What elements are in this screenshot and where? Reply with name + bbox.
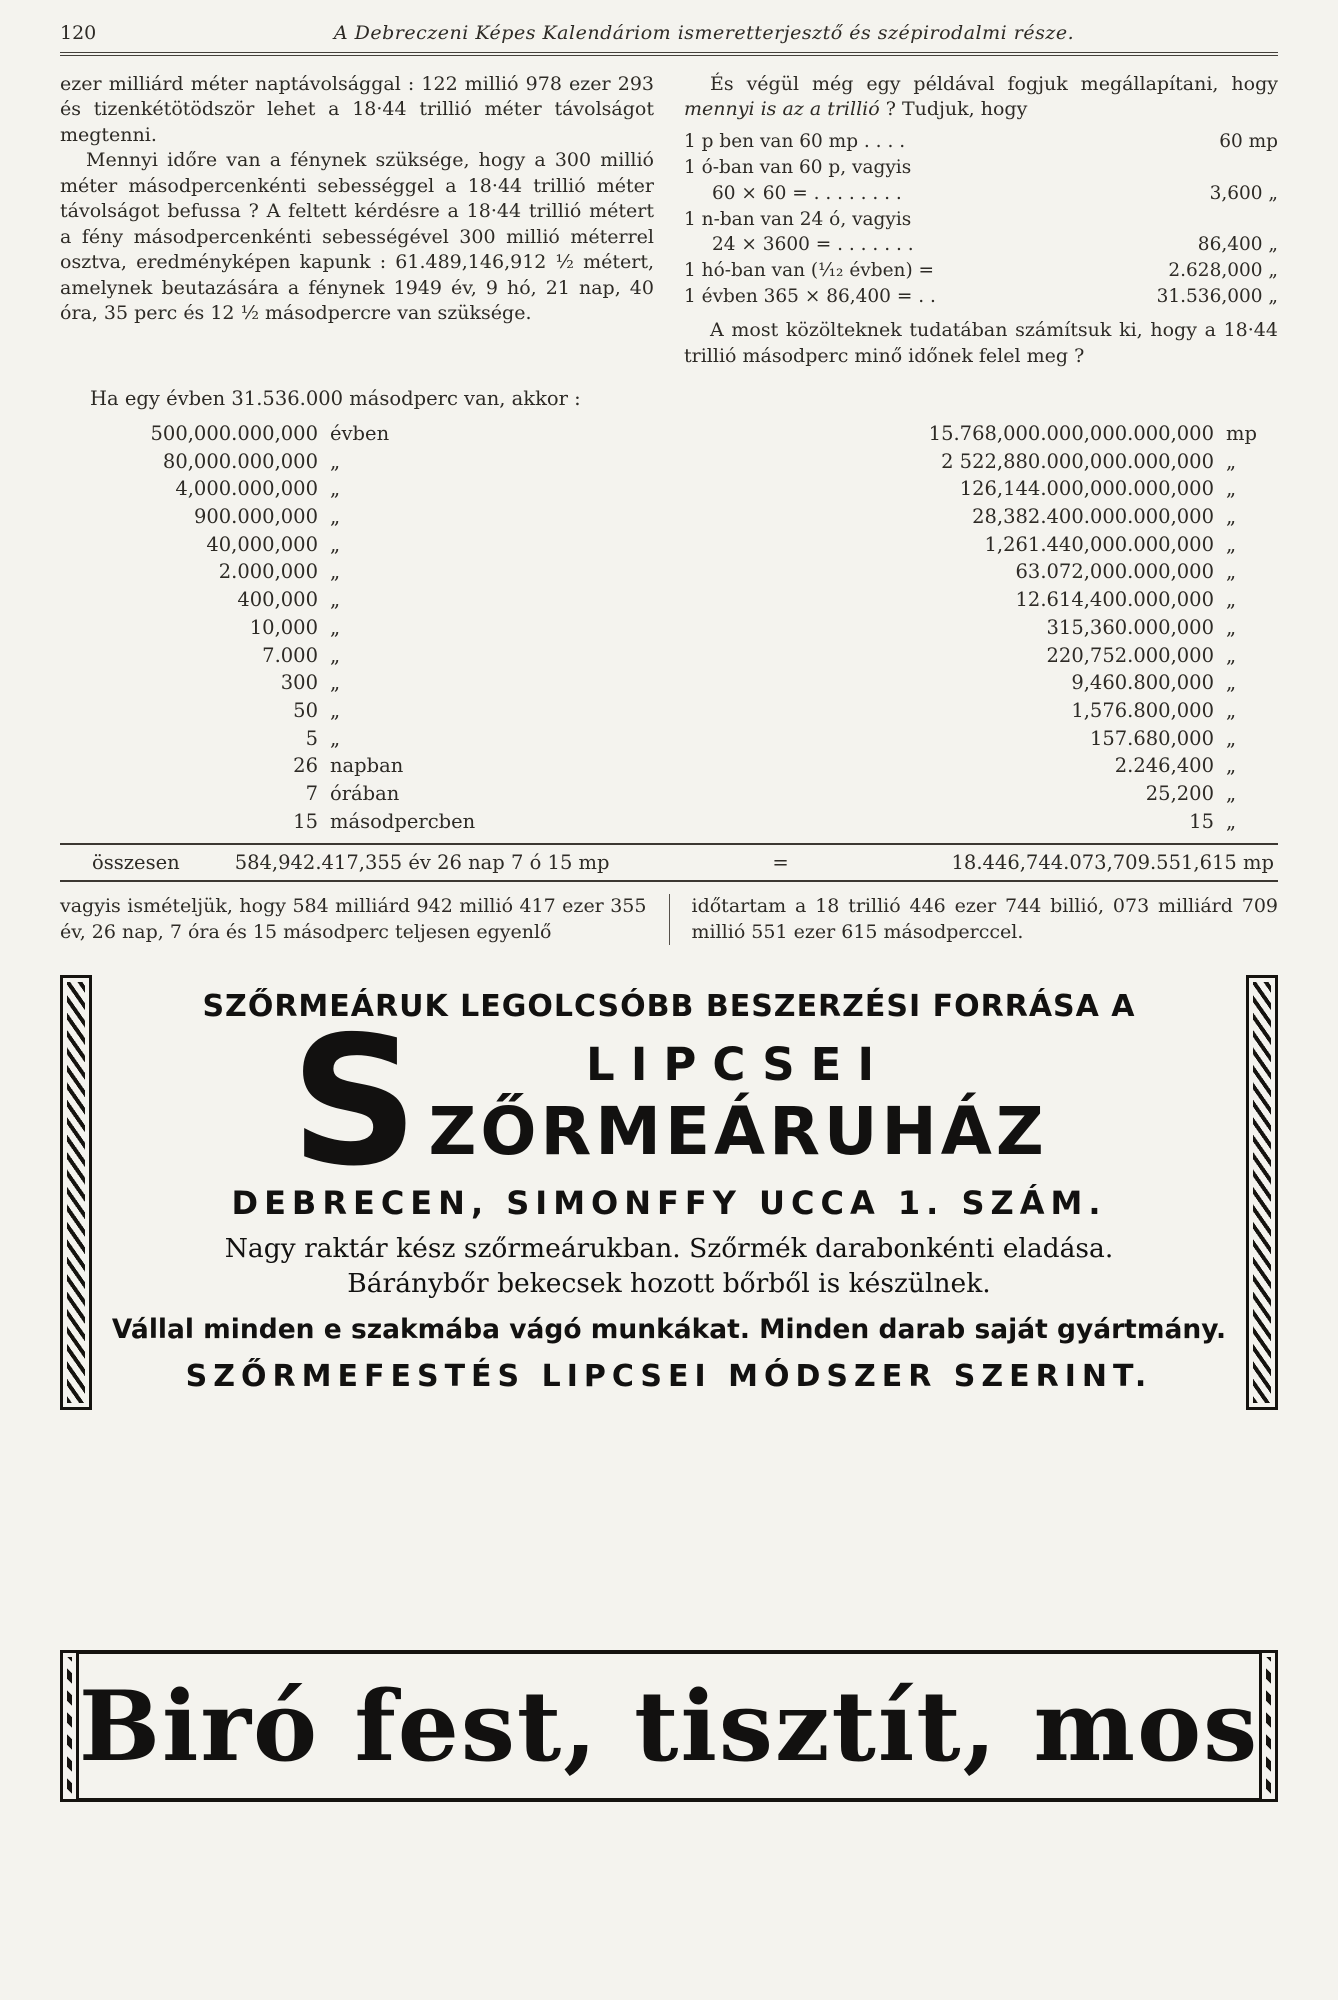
unit-cell: „ — [330, 532, 341, 556]
result-unit-cell: „ — [1226, 809, 1237, 833]
calc-label: 60 × 60 = . . . . . . . . — [712, 182, 902, 204]
amount-cell: 400,000 — [237, 588, 318, 612]
calc-value: 31.536,000 „ — [1156, 286, 1278, 308]
conversion-table — [60, 420, 1278, 835]
result-unit-cell: „ — [1226, 698, 1237, 722]
calc-row — [684, 284, 1278, 310]
result-unit-cell: „ — [1226, 781, 1237, 805]
total-duration: 584,942.417,355 év 26 nap 7 ó 15 mp — [234, 851, 610, 875]
right-paragraph-1 — [684, 72, 1278, 123]
fur-ad-content — [92, 975, 1246, 1410]
amount-cell: 10,000 — [249, 615, 318, 639]
table-row — [68, 503, 1270, 531]
unit-cell: „ — [330, 560, 341, 584]
calc-row — [684, 181, 1278, 207]
dye-ad-content — [79, 1650, 1259, 1802]
right-paragraph-2: A most közölteknek tudatában számítsuk ki, hogy a 18·44 trillió másodperc minő időnek felel meg ? — [684, 319, 1278, 367]
result-cell: 2 522,880.000,000.000,000 — [941, 449, 1214, 473]
ornament-border-right — [1246, 975, 1278, 1410]
total-row — [60, 843, 1278, 882]
result-cell: 28,382.400.000.000,000 — [972, 505, 1214, 529]
dye-ad-text: Biró fest, tisztít, mos — [78, 1669, 1260, 1783]
result-unit-cell: „ — [1226, 449, 1237, 473]
result-unit-cell: „ — [1226, 671, 1237, 695]
result-cell: 12.614,400.000,000 — [1015, 588, 1214, 612]
result-unit-cell: „ — [1226, 588, 1237, 612]
table-row — [68, 752, 1270, 780]
seconds-intro: Ha egy évben 31.536.000 másodperc van, akkor : — [90, 387, 581, 411]
left-paragraph-2: Mennyi időre van a fénynek szüksége, hogy a 300 millió méter másodpercenkénti sebességgel a 18·44 trillió méter távolságot befussa ? A feltett kérdésre a 18·44 trillió métert a fény másodpercenkénti sebességével 300 millió méterrel osztva, eredményképen kapunk : 61.489,146,912 ½ métert, amelynek beutazására a fénynek 1949 év, 9 hó, 21 nap, 40 óra, 35 perc és 12 ½ másodpercre van szüksége. — [60, 149, 654, 325]
calc-label: 1 évben 365 × 86,400 = . . — [684, 286, 936, 308]
left-column — [60, 72, 654, 369]
table-row — [68, 697, 1270, 725]
calc-label: 1 hó-ban van (¹⁄₁₂ évben) = — [684, 260, 935, 282]
calc-value — [1268, 207, 1278, 233]
fur-ad-body: Nagy raktár kész szőrmeárukban. Szőrmék darabonkénti eladása. Báránybőr bekecsek hozott bőrből is készülnek. — [224, 1233, 1114, 1300]
unit-cell: „ — [330, 671, 341, 695]
unit-cell: évben — [330, 422, 390, 446]
table-row — [68, 558, 1270, 586]
right-paragraph-1-post: ? Tudjuk, hogy — [879, 98, 1028, 121]
calc-value: 3,600 „ — [1209, 182, 1278, 204]
summary-right: időtartam a 18 trillió 446 ezer 744 billió, 073 milliárd 709 millió 551 ezer 615 másodperccel. — [669, 894, 1279, 945]
result-cell: 2.246,400 — [1114, 754, 1214, 778]
amount-cell: 5 — [305, 726, 318, 750]
amount-cell: 15 — [293, 809, 318, 833]
result-unit-cell: „ — [1226, 726, 1237, 750]
table-row — [68, 808, 1270, 836]
result-unit-cell: „ — [1226, 615, 1237, 639]
calc-label: 1 ó-ban van 60 p, vagyis — [684, 156, 912, 178]
unit-cell: órában — [330, 781, 400, 805]
fur-ad-bold-line: Vállal minden e szakmába vágó munkákat. Minden darab saját gyártmány. — [111, 1314, 1227, 1346]
result-cell: 25,200 — [1145, 781, 1214, 805]
calc-value: 60 mp — [1219, 130, 1278, 152]
result-unit-cell: „ — [1226, 505, 1237, 529]
fur-ad-address: DEBRECEN, SIMONFFY UCCA 1. SZÁM. — [231, 1184, 1107, 1223]
ornament-border-left — [60, 1650, 79, 1802]
fur-ad-footer: SZŐRMEFESTÉS LIPCSEI MÓDSZER SZERINT. — [185, 1359, 1153, 1395]
brand-initial: S — [290, 998, 419, 1206]
right-paragraph-1-pre: És végül még egy példával fogjuk megállapítani, hogy — [710, 73, 1278, 95]
table-row — [68, 531, 1270, 559]
result-cell: 1,261.440,000.000,000 — [984, 532, 1214, 556]
summary-left: vagyis ismételjük, hogy 584 milliárd 942 millió 417 ezer 355 év, 26 nap, 7 óra és 15 másodperc teljesen egyenlő — [60, 895, 647, 943]
amount-cell: 7 — [305, 781, 318, 805]
unit-cell: „ — [330, 477, 341, 501]
table-row — [68, 475, 1270, 503]
summary-columns — [60, 894, 1278, 945]
table-row — [68, 586, 1270, 614]
calc-row — [684, 258, 1278, 284]
calculation-list — [684, 129, 1278, 310]
amount-cell: 500,000.000,000 — [150, 422, 318, 446]
calc-value: 2.628,000 „ — [1168, 260, 1278, 282]
article-columns — [60, 72, 1278, 369]
calc-row — [684, 207, 1278, 233]
calc-label: 24 × 3600 = . . . . . . . — [712, 234, 914, 256]
table-row — [68, 614, 1270, 642]
unit-cell: „ — [330, 615, 341, 639]
total-value: 18.446,744.073,709.551,615 mp — [951, 851, 1274, 875]
result-cell: 126,144.000,000.000,000 — [959, 477, 1214, 501]
left-paragraph-1: ezer milliárd méter naptávolsággal : 122 millió 978 ezer 293 és tizenkétötödször lehet a 18·44 trillió méter távolságot megtenni. — [60, 73, 654, 146]
amount-cell: 40,000,000 — [206, 532, 318, 556]
amount-cell: 50 — [293, 698, 318, 722]
unit-cell: „ — [330, 449, 341, 473]
brand-line-1: LIPCSEI — [586, 1038, 891, 1092]
ornament-border-left — [60, 975, 92, 1410]
fur-ad-headline: SZŐRMEÁRUK LEGOLCSÓBB BESZERZÉSI FORRÁSA A — [202, 989, 1136, 1025]
result-unit-cell: „ — [1226, 477, 1237, 501]
brand-lines — [428, 1034, 1047, 1170]
result-cell: 315,360.000,000 — [1046, 615, 1214, 639]
table-row — [68, 725, 1270, 753]
equals-sign: = — [772, 851, 789, 875]
amount-cell: 2.000,000 — [218, 560, 318, 584]
result-cell: 157.680,000 — [1089, 726, 1214, 750]
header-title: A Debreczeni Képes Kalendáriom ismeretterjesztő és szépirodalmi része. — [333, 22, 1075, 44]
amount-cell: 300 — [280, 671, 318, 695]
total-label: összesen — [92, 851, 180, 875]
unit-cell: „ — [330, 588, 341, 612]
unit-cell: „ — [330, 698, 341, 722]
page-number: 120 — [60, 22, 97, 44]
calc-label: 1 p ben van 60 mp . . . . — [684, 130, 906, 152]
result-cell: 63.072,000.000,000 — [1015, 560, 1214, 584]
table-row — [68, 448, 1270, 476]
calc-row — [684, 155, 1278, 181]
amount-cell: 26 — [293, 754, 318, 778]
unit-cell: „ — [330, 643, 341, 667]
table-row — [68, 642, 1270, 670]
result-cell: 15 — [1189, 809, 1214, 833]
result-cell: 9,460.800,000 — [1071, 671, 1214, 695]
amount-cell: 7.000 — [262, 643, 318, 667]
page-header — [60, 22, 1278, 44]
result-unit-cell: „ — [1226, 643, 1237, 667]
result-cell: 15.768,000.000,000.000,000 — [928, 422, 1214, 446]
right-paragraph-1-italic: mennyi is az a trillió — [684, 98, 880, 121]
calc-row — [684, 129, 1278, 155]
result-unit-cell: „ — [1226, 560, 1237, 584]
result-cell: 220,752.000,000 — [1046, 643, 1214, 667]
unit-cell: másodpercben — [330, 809, 476, 833]
right-column — [684, 72, 1278, 369]
result-unit-cell: mp — [1226, 422, 1257, 446]
unit-cell: „ — [330, 505, 341, 529]
table-row — [68, 669, 1270, 697]
unit-cell: „ — [330, 726, 341, 750]
amount-cell: 80,000.000,000 — [162, 449, 318, 473]
calc-row — [684, 232, 1278, 258]
table-row — [68, 420, 1270, 448]
fur-advertisement — [60, 975, 1278, 1410]
result-unit-cell: „ — [1226, 532, 1237, 556]
calc-value — [1268, 155, 1278, 181]
brand-line-2: ZŐRMEÁRUHÁZ — [428, 1093, 1048, 1171]
ornament-border-right — [1259, 1650, 1278, 1802]
dye-advertisement — [60, 1650, 1278, 1802]
header-rule — [60, 52, 1278, 56]
unit-cell: napban — [330, 754, 404, 778]
result-unit-cell: „ — [1226, 754, 1237, 778]
result-cell: 1,576.800,000 — [1071, 698, 1214, 722]
table-row — [68, 780, 1270, 808]
calc-label: 1 n-ban van 24 ó, vagyis — [684, 208, 912, 230]
calc-value: 86,400 „ — [1197, 234, 1278, 256]
amount-cell: 4,000.000,000 — [175, 477, 318, 501]
amount-cell: 900.000,000 — [193, 505, 318, 529]
